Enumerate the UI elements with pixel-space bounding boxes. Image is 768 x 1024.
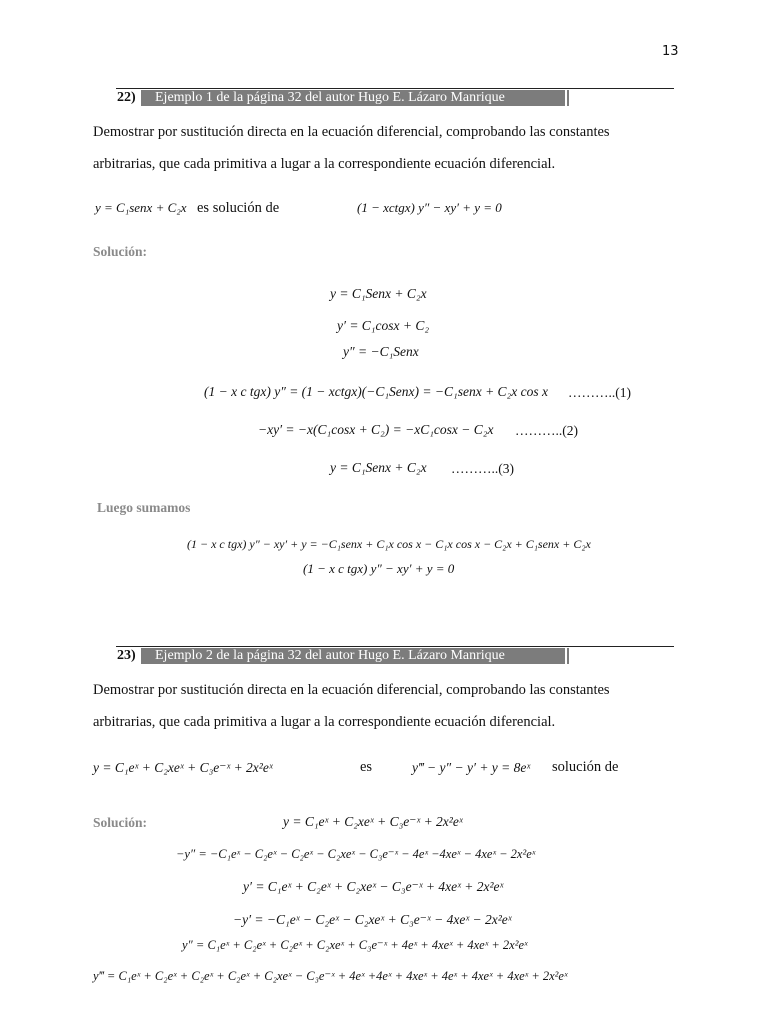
sum-line1-22: (1 − x c tgx) y″ − xy′ + y = −C₁senx + C₁x cos x − C₁x cos x − C₂x + C₁senx + C₂x bbox=[187, 537, 591, 551]
es-23: es bbox=[360, 759, 373, 775]
luego-sumamos-label: Luego sumamos bbox=[97, 500, 191, 515]
statement-23-line1: Demostrar por sustitución directa en la ecuación diferencial, comprobando las constantes bbox=[93, 682, 610, 698]
statement-23-line2: arbitrarias, que cada primitiva a lugar a la correspondiente ecuación diferencial. bbox=[93, 714, 556, 730]
example-number-22: 22) bbox=[117, 90, 136, 105]
step-y-22: y = C₁Senx + C₂x bbox=[330, 286, 427, 301]
solucion-de-23: solución de bbox=[552, 759, 619, 775]
statement-22-line1: Demostrar por sustitución directa en la ecuación diferencial, comprobando las constantes bbox=[93, 124, 610, 140]
solution-23-line3: y′ = C₁eˣ + C₂eˣ + C₂xeˣ − C₃e⁻ˣ + 4xeˣ + 2x²eˣ bbox=[243, 879, 504, 894]
solution-23-line2: −y″ = −C₁eˣ − C₂eˣ − C₂eˣ − C₂xeˣ − C₃e⁻ˣ − 4eˣ −4xeˣ − 4xeˣ − 2x²eˣ bbox=[176, 847, 536, 861]
statement-22-line2: arbitrarias, que cada primitiva a lugar a la correspondiente ecuación diferencial. bbox=[93, 156, 556, 172]
solution-23-line4: −y′ = −C₁eˣ − C₂eˣ − C₂xeˣ + C₃e⁻ˣ − 4xeˣ − 2x²eˣ bbox=[233, 912, 512, 927]
step-line1-22: (1 − x c tgx) y″ = (1 − xctgx)(−C₁Senx) = −C₁senx + C₂x cos x bbox=[204, 384, 548, 399]
es-solucion-22: es solución de bbox=[197, 200, 280, 216]
step-line2-22: −xy′ = −x(C₁cosx + C₂) = −xC₁cosx − C₂x bbox=[258, 422, 494, 437]
diff-equation-22: (1 − xctgx) y″ − xy′ + y = 0 bbox=[357, 200, 502, 215]
example-title-22: Ejemplo 1 de la página 32 del autor Hugo E. Lázaro Manrique bbox=[141, 90, 565, 106]
tag3-22: ………..(3) bbox=[451, 461, 514, 476]
solution-23-line5: y″ = C₁eˣ + C₂eˣ + C₂eˣ + C₂xeˣ + C₃e⁻ˣ + 4eˣ + 4xeˣ + 4xeˣ + 2x²eˣ bbox=[182, 938, 528, 952]
solucion-label-22: Solución: bbox=[93, 244, 148, 259]
solution-23-line1: y = C₁eˣ + C₂xeˣ + C₃e⁻ˣ + 2x²eˣ bbox=[283, 814, 463, 829]
tag1-22: ………..(1) bbox=[568, 385, 631, 400]
diff-equation-23: y‴ − y″ − y′ + y = 8eˣ bbox=[412, 760, 531, 775]
page-number: 13 bbox=[662, 44, 679, 59]
step-ypp-22: y″ = −C₁Senx bbox=[343, 344, 419, 359]
primitive-22: y = C₁senx + C₂x bbox=[95, 200, 187, 215]
primitive-23: y = C₁eˣ + C₂xeˣ + C₃e⁻ˣ + 2x²eˣ bbox=[93, 760, 273, 775]
example-number-23: 23) bbox=[117, 648, 136, 663]
step-yp-22: y′ = C₁cosx + C₂ bbox=[337, 318, 430, 333]
header-rule-23 bbox=[116, 646, 674, 647]
sum-line2-22: (1 − x c tgx) y″ − xy′ + y = 0 bbox=[303, 561, 455, 576]
example-title-23: Ejemplo 2 de la página 32 del autor Hugo E. Lázaro Manrique bbox=[141, 648, 565, 664]
tag2-22: ………..(2) bbox=[515, 423, 578, 438]
solution-23-line6: y‴ = C₁eˣ + C₂eˣ + C₂eˣ + C₂eˣ + C₂xeˣ − C₃e⁻ˣ + 4eˣ +4eˣ + 4xeˣ + 4eˣ + 4xeˣ + 4xeˣ + 2x²eˣ bbox=[93, 969, 568, 983]
header-rule-22 bbox=[116, 88, 674, 89]
solucion-label-23: Solución: bbox=[93, 815, 148, 830]
step-line3-22: y = C₁Senx + C₂x bbox=[330, 460, 427, 475]
